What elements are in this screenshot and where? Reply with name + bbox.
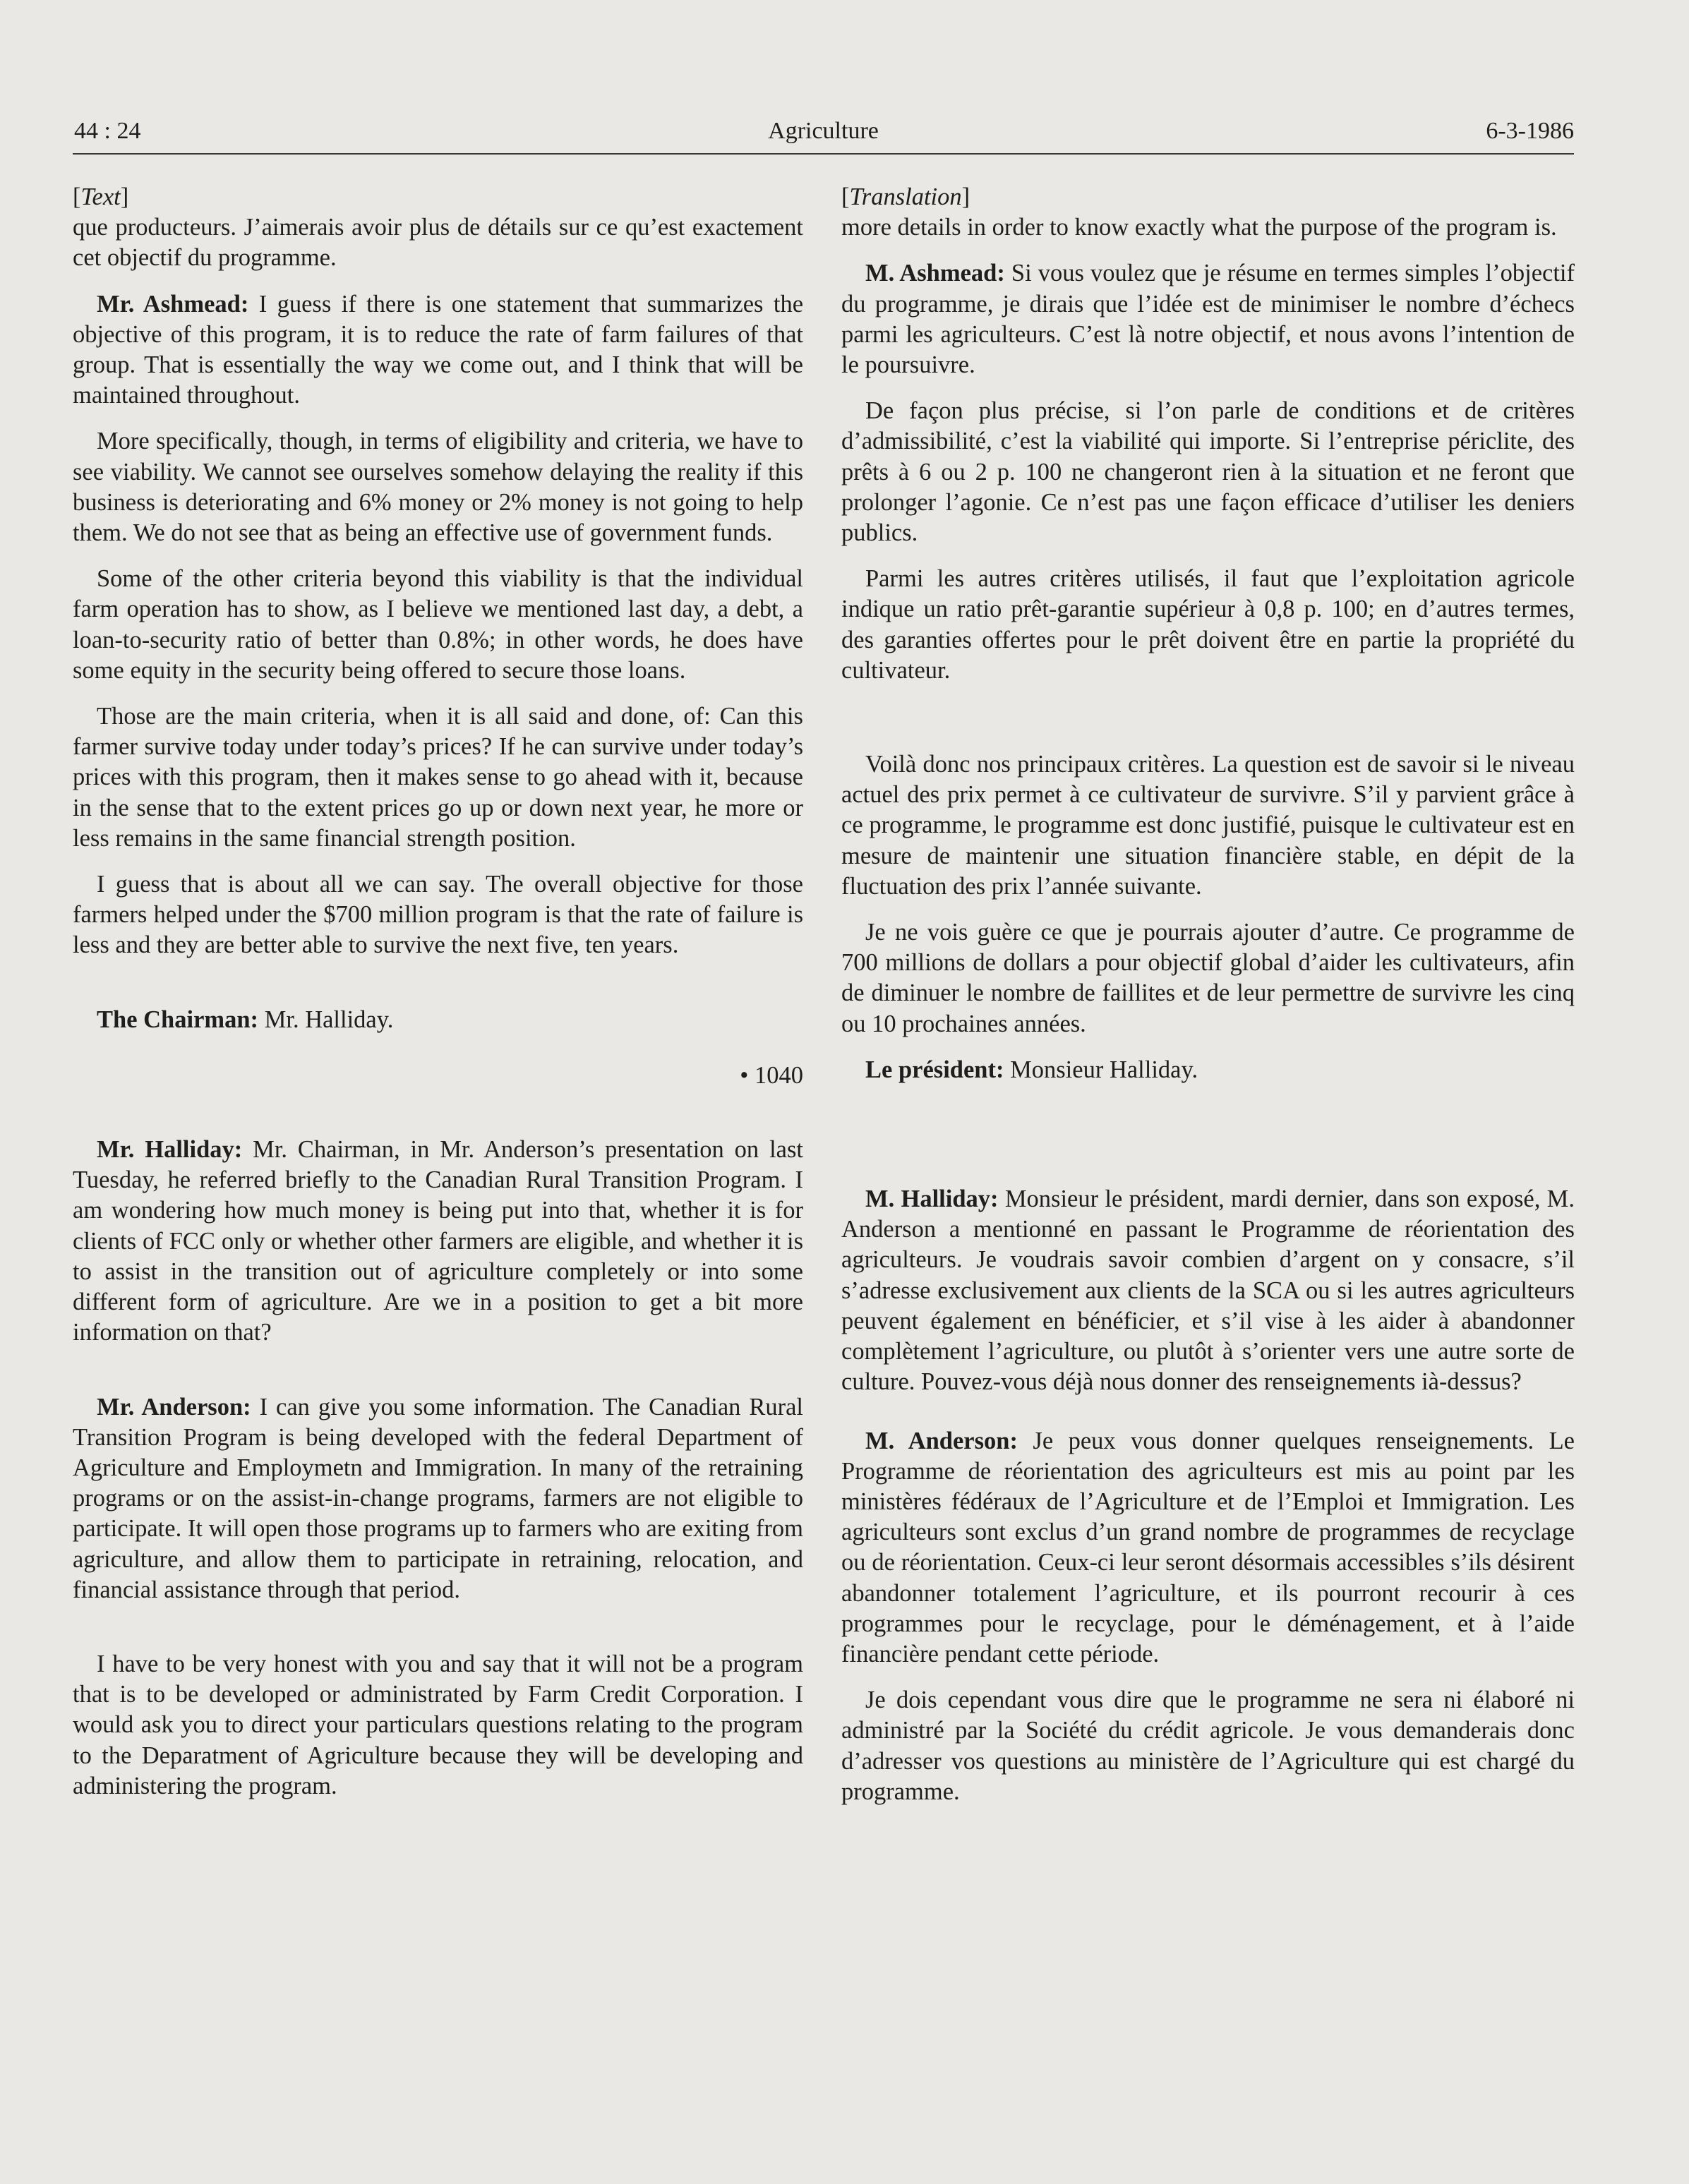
speaker-name: M. Halliday: <box>865 1185 999 1213</box>
page-reference: 44 : 24 <box>74 118 141 144</box>
paragraph: More specifically, though, in terms of eligibility and criteria, we have to see viability. We cannot see ourselves somehow delaying the reality if this business is deteriorating and 6% money or 2% money is not going to help them. We do not see that as being an effective use of government funds. <box>73 428 803 547</box>
bracket-open: [ <box>841 183 850 210</box>
bracket-open: [ <box>73 183 81 210</box>
speaker-name: M. Anderson: <box>865 1427 1018 1454</box>
speaker-name: Mr. Halliday: <box>97 1136 243 1164</box>
speaker-name: Mr. Anderson: <box>97 1393 251 1420</box>
speaker-name: M. Ashmead: <box>865 260 1005 287</box>
speaker-name: The Chairman: <box>97 1006 259 1033</box>
paragraph <box>73 1135 803 1348</box>
paragraph: De façon plus précise, si l’on parle de conditions et de critères d’admissibilité, c’est la viabilité qui importe. Si l’entreprise périclite, des prêts à 6 ou 2 p. 100 ne changeront rien à la situation et ne feront que prolonger l’agonie. Ce n’est pas une façon efficace d’utiliser les deniers publics. <box>841 397 1575 547</box>
speech-text: Monsieur le président, mardi dernier, dans son exposé, M. Anderson a mentionné en passant le Programme de réorientation des agriculteurs. Je voudrais savoir combien d’argent on y consacre, s’il s’adresse exclusivement aux clients de la SCA ou si les autres agriculteurs peuvent également en bénéficier, et s’il vise à les aider à abandonner complètement l’agriculture, ou plutôt à s’orienter vers une autre sorte de culture. Pouvez-vous déjà nous donner des renseignements ià-dessus? <box>841 1185 1575 1396</box>
language-marker <box>73 182 803 212</box>
paragraph <box>73 289 803 411</box>
language-label: Translation <box>849 183 962 210</box>
page-header <box>73 116 1574 155</box>
paragraph: Some of the other criteria beyond this viability is that the individual farm operation has to show, as I believe we mentioned last day, a debt, a loan-to-security ratio of better than 0.8%; in other words, he does have some equity in the security being offered to secure those loans. <box>73 565 803 684</box>
speech-text: I can give you some information. The Canadian Rural Transition Program is being developed with the federal Department of Agriculture and Employmetn and Immigration. In many of the retraining programs or on the assist-in-change programs, farmers are not eligible to participate. It will open those programs up to farmers who are exiting from agriculture, and allow them to participate in retraining, relocation, and financial assistance through that period. <box>73 1393 803 1603</box>
left-column <box>73 182 803 1802</box>
language-label: Text <box>80 183 121 210</box>
paragraph <box>841 258 1575 380</box>
paragraph <box>73 1005 803 1035</box>
language-marker <box>841 182 1575 212</box>
speech-text: Mr. Chairman, in Mr. Anderson’s presentation on last Tuesday, he referred briefly to the Canadian Rural Transition Program. I am wondering how much money is being put into that, whether it is for clients of FCC only or whether other farmers are eligible, and whether it is to assist in the transition out of agriculture completely or into some different form of agriculture. Are we in a position to get a bit more information on that? <box>73 1136 803 1346</box>
paragraph <box>841 1426 1575 1670</box>
time-marker <box>73 1061 803 1091</box>
time-value: 1040 <box>748 1061 803 1089</box>
bracket-close: ] <box>120 183 129 210</box>
paragraph <box>841 1055 1575 1085</box>
paragraph: que producteurs. J’aimerais avoir plus de détails sur ce qu’est exactement cet objectif du programme. <box>73 214 803 272</box>
bracket-close: ] <box>961 183 970 210</box>
paragraph <box>841 1184 1575 1397</box>
paragraph <box>73 1392 803 1605</box>
speech-text: Mr. Halliday. <box>258 1006 394 1033</box>
speech-text: Si vous voulez que je résume en termes simples l’objectif du programme, je dirais que l’idée est de minimiser le nombre d’échecs parmi les agriculteurs. C’est là notre objectif, et nous avons l’intention de le poursuivre. <box>841 260 1575 379</box>
paragraph: Those are the main criteria, when it is all said and done, of: Can this farmer survive today under today’s prices? If he can survive under today’s prices with this program, then it makes sense to go ahead with it, because in the sense that to the extent prices go up or down next year, he more or less remains in the same financial strength position. <box>73 703 803 852</box>
speaker-name: Mr. Ashmead: <box>97 290 249 318</box>
paragraph: Voilà donc nos principaux critères. La question est de savoir si le niveau actuel des prix permet à ce cultivateur de survivre. S’il y parvient grâce à ce programme, le programme est donc justifié, puisque le cultivateur est en mesure de maintenir une situation financière stable, en dépit de la fluctuation des prix l’année suivante. <box>841 751 1575 900</box>
page-title: Agriculture <box>768 118 879 144</box>
page-date: 6-3-1986 <box>1486 118 1574 144</box>
paragraph: I guess that is about all we can say. The overall objective for those farmers helped under the $700 million program is that the rate of failure is less and they are better able to survive the next five, ten years. <box>73 871 803 959</box>
paragraph: Je dois cependant vous dire que le programme ne sera ni élaboré ni administré par la Société du crédit agricole. Je vous demanderais donc d’adresser vos questions au ministère de l’Agriculture qui est chargé du programme. <box>841 1687 1575 1805</box>
right-column <box>841 182 1575 1807</box>
paragraph: Parmi les autres critères utilisés, il faut que l’exploitation agricole indique un ratio prêt-garantie supérieur à 0,8 p. 100; en d’autres termes, des garanties offertes pour le prêt doivent être en partie la propriété du cultivateur. <box>841 565 1575 684</box>
speech-text: I guess if there is one statement that summarizes the objective of this program, it is to reduce the rate of farm failures of that group. That is essentially the way we come out, and I think that will be maintained throughout. <box>73 290 804 409</box>
speech-text: Monsieur Halliday. <box>1004 1056 1198 1083</box>
speech-text: Je peux vous donner quelques renseignements. Le Programme de réorientation des agriculteurs est mis au point par les ministères fédéraux de l’Agriculture et de l’Emploi et Immigration. Les agriculteurs sont exclus d’un grand nombre de programmes de recyclage ou de réorientation. Ceux-ci leur seront désormais accessibles s’ils désirent abandonner totalement l’agriculture, et ils pourront recourir à ces programmes pour le recyclage, pour le déménagement, et à l’aide financière pendant cette période. <box>841 1427 1575 1667</box>
bullet-icon: • <box>740 1061 749 1089</box>
paragraph: Je ne vois guère ce que je pourrais ajouter d’autre. Ce programme de 700 millions de dollars a pour objectif global d’aider les cultivateurs, afin de diminuer le nombre de faillites et de leur permettre de survivre les cinq ou 10 prochaines années. <box>841 919 1575 1037</box>
paragraph: more details in order to know exactly what the purpose of the program is. <box>841 214 1557 241</box>
paragraph: I have to be very honest with you and say that it will not be a program that is to be developed or administrated by Farm Credit Corporation. I would ask you to direct your particulars questions relating to the program to the Deparatment of Agriculture because they will be developing and administering the program. <box>73 1650 803 1799</box>
speaker-name: Le président: <box>865 1056 1004 1083</box>
